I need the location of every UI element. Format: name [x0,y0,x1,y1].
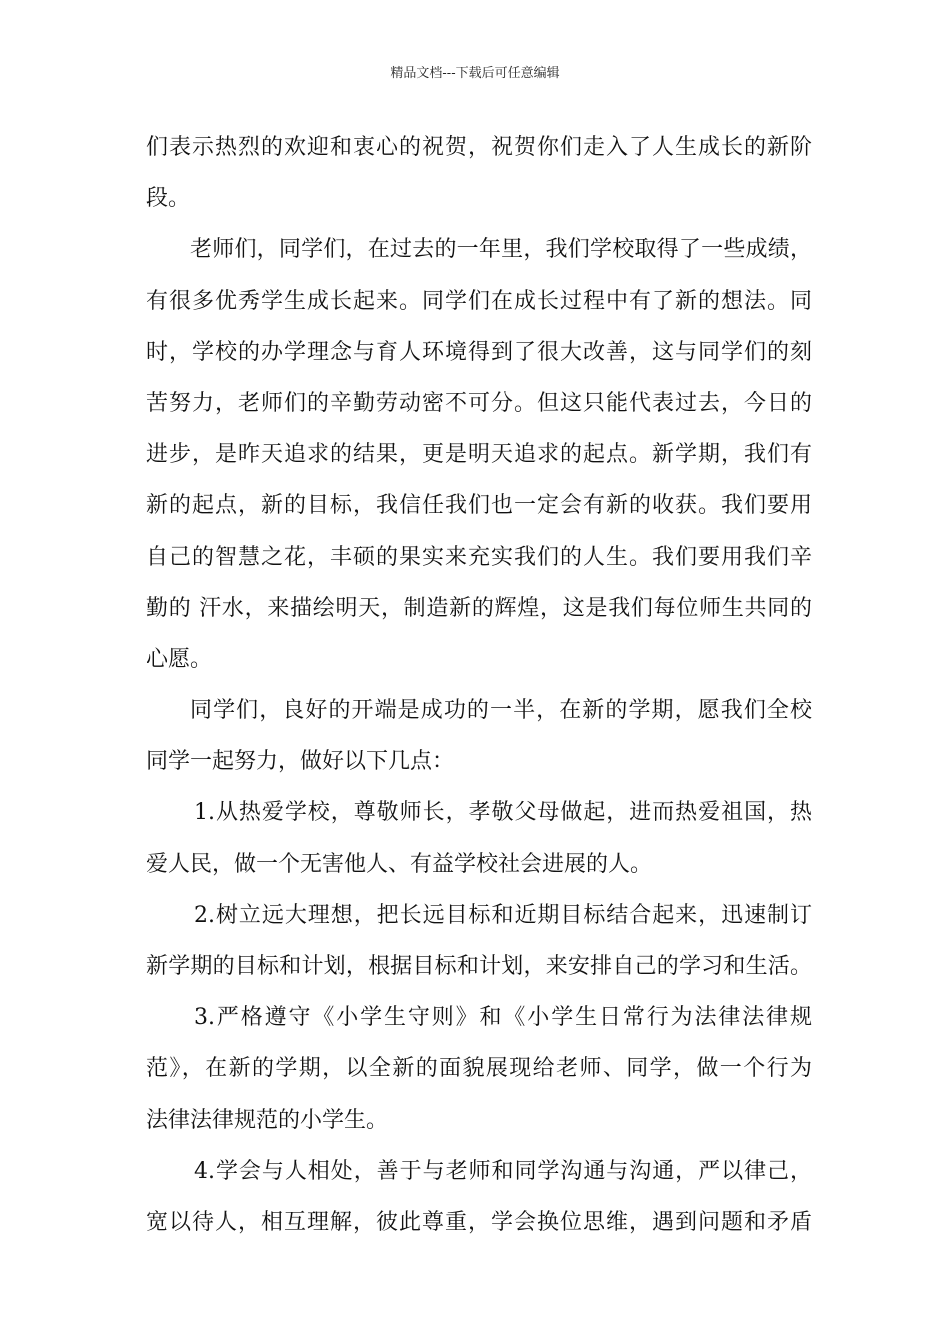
list-item-line: 1.从热爱学校，尊敬师长，孝敬父母做起，进而热爱祖国，热 [194,800,812,826]
text-line: 苦努力，老师们的辛勤劳动密不可分。但这只能代表过去，今日的 [146,390,812,416]
list-item-line: 爱人民，做一个无害他人、有益学校社会进展的人。 [146,851,653,877]
text-line: 老师们，同学们，在过去的一年里，我们学校取得了一些成绩， [190,237,812,263]
text-line: 心愿。 [146,646,213,672]
list-item-line: 范》，在新的学期，以全新的面貌展现给老师、同学，做一个行为 [146,1056,812,1082]
text-line: 自己的智慧之花，丰硕的果实来充实我们的人生。我们要用我们辛 [146,544,812,570]
list-item-line: 法律法律规范的小学生。 [146,1107,389,1133]
text-line: 勤的 汗水，来描绘明天，制造新的辉煌，这是我们每位师生共同的 [146,595,812,621]
document-body [146,133,812,1259]
text-line: 有很多优秀学生成长起来。同学们在成长过程中有了新的想法。同 [146,288,812,314]
list-item-line: 宽以待人，相互理解，彼此尊重，学会换位思维，遇到问题和矛盾 [146,1209,812,1235]
text-line: 进步，是昨天追求的结果，更是明天追求的起点。新学期，我们有 [146,442,812,468]
text-line: 们表示热烈的欢迎和衷心的祝贺，祝贺你们走入了人生成长的新阶 [146,135,812,160]
list-item-line: 4.学会与人相处，善于与老师和同学沟通与沟通，严以律己， [194,1158,812,1184]
text-line: 同学一起努力，做好以下几点： [146,749,455,775]
text-line: 新的起点，新的目标，我信任我们也一定会有新的收获。我们要用 [146,493,812,519]
text-line: 时，学校的办学理念与育人环境得到了很大改善，这与同学们的刻 [146,339,812,365]
list-item-line: 2.树立远大理想，把长远目标和近期目标结合起来，迅速制订 [194,902,812,928]
text-line: 段。 [146,186,191,212]
page-header: 精品文档---下载后可任意编辑 [390,66,560,81]
text-line: 同学们，良好的开端是成功的一半，在新的学期，愿我们全校 [190,698,812,724]
list-item-line: 新学期的目标和计划，根据目标和计划，来安排自己的学习和生活。 [146,954,812,979]
list-item-line: 3.严格遵守《小学生守则》和《小学生日常行为法律法律规 [194,1005,812,1031]
